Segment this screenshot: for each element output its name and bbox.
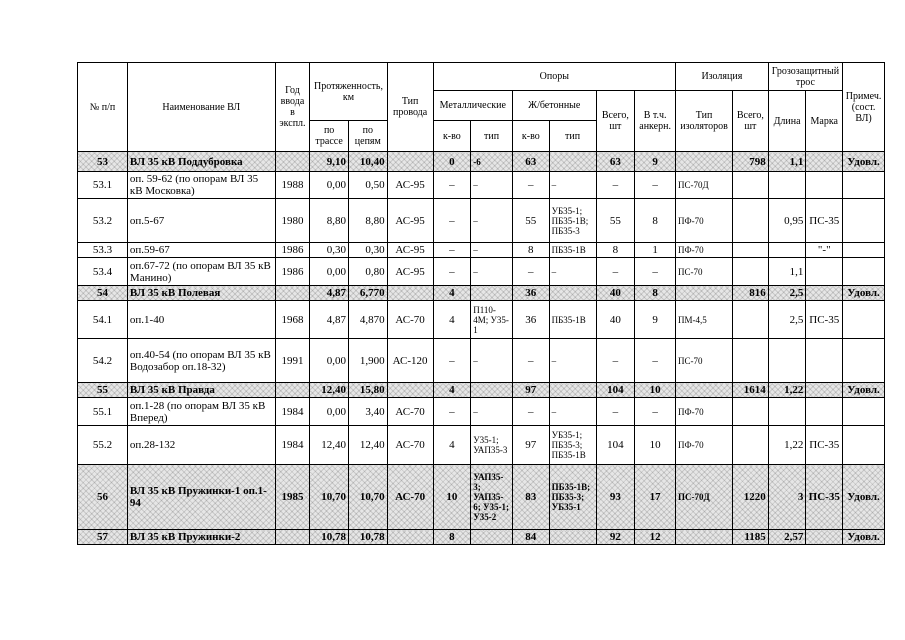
- row-insulation-total: [733, 172, 769, 199]
- table-row: [78, 301, 885, 339]
- row-length-route: 8,80: [310, 199, 349, 243]
- row-insulation-total: 1220: [733, 465, 769, 530]
- header-ground-wire: Грозозащитный трос: [768, 63, 842, 91]
- row-rc-qty: 97: [512, 426, 549, 465]
- row-rc-type: [549, 152, 596, 172]
- row-number: 55.1: [78, 398, 128, 426]
- header-metal-type: тип: [471, 121, 513, 152]
- row-insulator-type: ПС-70: [676, 258, 733, 286]
- table-row-group: [78, 465, 885, 530]
- row-insulator-type: [676, 152, 733, 172]
- row-length-circuits: 10,70: [348, 465, 387, 530]
- row-length-circuits: 15,80: [348, 383, 387, 398]
- row-number: 53: [78, 152, 128, 172]
- row-number: 55.2: [78, 426, 128, 465]
- row-gw-brand: [806, 258, 843, 286]
- row-rc-type: [549, 286, 596, 301]
- row-metal-type: –: [471, 199, 513, 243]
- row-name: оп.5-67: [127, 199, 275, 243]
- row-metal-qty: –: [433, 243, 471, 258]
- row-gw-brand: ПС-35: [806, 426, 843, 465]
- row-number: 54: [78, 286, 128, 301]
- row-gw-brand: [806, 383, 843, 398]
- row-wire: АС-95: [387, 258, 433, 286]
- row-rc-qty: 97: [512, 383, 549, 398]
- row-rc-type: УБ35-1; ПБ35-1В; ПБ35-3: [549, 199, 596, 243]
- row-metal-qty: –: [433, 398, 471, 426]
- header-rc: Ж/бетонные: [512, 91, 596, 121]
- row-note: [843, 199, 885, 243]
- row-support-total: –: [596, 398, 635, 426]
- row-metal-qty: 4: [433, 383, 471, 398]
- row-metal-type: П110-4М; У35-1: [471, 301, 513, 339]
- table-row: [78, 172, 885, 199]
- row-metal-qty: 4: [433, 301, 471, 339]
- row-wire: АС-70: [387, 301, 433, 339]
- row-support-total: –: [596, 339, 635, 383]
- row-wire: АС-70: [387, 465, 433, 530]
- row-length-route: 0,00: [310, 258, 349, 286]
- row-wire: АС-95: [387, 243, 433, 258]
- row-note: [843, 398, 885, 426]
- header-metal: Металлические: [433, 91, 512, 121]
- row-anchor-count: 8: [635, 199, 676, 243]
- row-anchor-count: 9: [635, 152, 676, 172]
- row-insulation-total: [733, 258, 769, 286]
- row-metal-qty: –: [433, 258, 471, 286]
- row-gw-brand: ПС-35: [806, 199, 843, 243]
- row-year: [275, 152, 310, 172]
- row-insulation-total: [733, 243, 769, 258]
- header-length: Протяженность, км: [310, 63, 387, 121]
- row-support-total: –: [596, 258, 635, 286]
- row-gw-length: 3: [768, 465, 806, 530]
- row-metal-qty: –: [433, 339, 471, 383]
- row-name: ВЛ 35 кВ Пружинки-1 оп.1-94: [127, 465, 275, 530]
- row-note: [843, 243, 885, 258]
- row-insulation-total: [733, 339, 769, 383]
- row-metal-qty: –: [433, 199, 471, 243]
- row-metal-type: У35-1; УАП35-3: [471, 426, 513, 465]
- row-number: 54.1: [78, 301, 128, 339]
- header-total-count: Всего, шт: [596, 91, 635, 152]
- row-rc-type: –: [549, 339, 596, 383]
- row-insulator-type: ПФ-70: [676, 426, 733, 465]
- row-name: ВЛ 35 кВ Поддубровка: [127, 152, 275, 172]
- row-gw-brand: [806, 398, 843, 426]
- row-support-total: 104: [596, 383, 635, 398]
- row-year: 1986: [275, 243, 310, 258]
- row-year: [275, 383, 310, 398]
- row-insulator-type: ПФ-70: [676, 243, 733, 258]
- row-gw-brand: [806, 339, 843, 383]
- row-metal-type: –: [471, 339, 513, 383]
- row-gw-length: [768, 172, 806, 199]
- row-insulator-type: ПМ-4,5: [676, 301, 733, 339]
- row-year: [275, 286, 310, 301]
- row-gw-length: 1,1: [768, 152, 806, 172]
- table-row-group: [78, 152, 885, 172]
- row-year: 1968: [275, 301, 310, 339]
- row-insulation-total: 1614: [733, 383, 769, 398]
- row-length-route: 4,87: [310, 301, 349, 339]
- row-wire: [387, 152, 433, 172]
- row-note: Удовл.: [843, 286, 885, 301]
- row-name: оп.40-54 (по опорам ВЛ 35 кВ Водозабор оп.18-32): [127, 339, 275, 383]
- row-gw-brand: [806, 172, 843, 199]
- header-year: Год ввода в экспл.: [275, 63, 310, 152]
- row-year: 1984: [275, 398, 310, 426]
- row-number: 56: [78, 465, 128, 530]
- row-number: 53.2: [78, 199, 128, 243]
- row-anchor-count: 8: [635, 286, 676, 301]
- row-note: [843, 258, 885, 286]
- row-gw-brand: [806, 286, 843, 301]
- row-rc-type: –: [549, 172, 596, 199]
- row-rc-qty: 8: [512, 243, 549, 258]
- row-rc-type: [549, 383, 596, 398]
- row-support-total: 92: [596, 530, 635, 545]
- row-number: 55: [78, 383, 128, 398]
- header-metal-qty: к-во: [433, 121, 471, 152]
- row-year: 1980: [275, 199, 310, 243]
- row-number: 53.4: [78, 258, 128, 286]
- row-rc-qty: –: [512, 339, 549, 383]
- row-gw-length: [768, 243, 806, 258]
- row-insulation-total: [733, 426, 769, 465]
- row-insulator-type: [676, 383, 733, 398]
- row-wire: [387, 530, 433, 545]
- row-anchor-count: –: [635, 172, 676, 199]
- row-anchor-count: 9: [635, 301, 676, 339]
- row-note: Удовл.: [843, 383, 885, 398]
- row-insulation-total: [733, 301, 769, 339]
- header-gw-brand: Марка: [806, 91, 843, 152]
- power-lines-table: [77, 62, 885, 545]
- row-metal-type: [471, 383, 513, 398]
- row-length-circuits: 12,40: [348, 426, 387, 465]
- row-rc-qty: –: [512, 258, 549, 286]
- row-number: 53.1: [78, 172, 128, 199]
- spreadsheet-page: [77, 62, 885, 545]
- row-length-route: 4,87: [310, 286, 349, 301]
- row-wire: АС-95: [387, 199, 433, 243]
- row-year: [275, 530, 310, 545]
- row-metal-qty: 4: [433, 286, 471, 301]
- header-supports: Опоры: [433, 63, 676, 91]
- table-row: [78, 339, 885, 383]
- row-insulator-type: [676, 286, 733, 301]
- row-wire: [387, 383, 433, 398]
- table-row: [78, 426, 885, 465]
- row-metal-qty: 10: [433, 465, 471, 530]
- row-note: [843, 339, 885, 383]
- row-length-circuits: 10,40: [348, 152, 387, 172]
- row-name: оп.59-67: [127, 243, 275, 258]
- header-insulator-type: Тип изоляторов: [676, 91, 733, 152]
- header-length-circuits: по цепям: [348, 121, 387, 152]
- row-name: ВЛ 35 кВ Полевая: [127, 286, 275, 301]
- row-length-circuits: 0,30: [348, 243, 387, 258]
- row-metal-type: [471, 530, 513, 545]
- row-length-route: 10,70: [310, 465, 349, 530]
- row-note: [843, 172, 885, 199]
- row-support-total: 93: [596, 465, 635, 530]
- row-anchor-count: 1: [635, 243, 676, 258]
- row-rc-qty: 36: [512, 286, 549, 301]
- row-metal-qty: 8: [433, 530, 471, 545]
- row-name: ВЛ 35 кВ Пружинки-2: [127, 530, 275, 545]
- row-length-route: 12,40: [310, 383, 349, 398]
- row-number: 54.2: [78, 339, 128, 383]
- row-gw-length: [768, 398, 806, 426]
- table-row: [78, 398, 885, 426]
- row-gw-length: [768, 339, 806, 383]
- header-incl-anchor: В т.ч. анкерн.: [635, 91, 676, 152]
- row-length-route: 0,00: [310, 172, 349, 199]
- row-length-route: 0,00: [310, 339, 349, 383]
- row-support-total: –: [596, 172, 635, 199]
- header-insulation-total: Всего, шт: [733, 91, 769, 152]
- row-year: 1991: [275, 339, 310, 383]
- header-insulation: Изоляция: [676, 63, 769, 91]
- row-year: 1988: [275, 172, 310, 199]
- row-metal-qty: 0: [433, 152, 471, 172]
- row-insulation-total: [733, 199, 769, 243]
- row-name: оп. 59-62 (по опорам ВЛ 35 кВ Московка): [127, 172, 275, 199]
- row-length-circuits: 10,78: [348, 530, 387, 545]
- row-rc-qty: 55: [512, 199, 549, 243]
- row-support-total: 8: [596, 243, 635, 258]
- row-wire: АС-70: [387, 398, 433, 426]
- row-length-circuits: 1,900: [348, 339, 387, 383]
- row-metal-qty: –: [433, 172, 471, 199]
- header-rc-type: тип: [549, 121, 596, 152]
- row-rc-type: УБ35-1; ПБ35-3; ПБ35-1В: [549, 426, 596, 465]
- row-support-total: 63: [596, 152, 635, 172]
- row-gw-length: 1,22: [768, 426, 806, 465]
- row-note: Удовл.: [843, 465, 885, 530]
- row-support-total: 40: [596, 286, 635, 301]
- row-gw-length: 1,1: [768, 258, 806, 286]
- row-gw-length: 2,5: [768, 301, 806, 339]
- row-name: оп.67-72 (по опорам ВЛ 35 кВ Манино): [127, 258, 275, 286]
- table-row: [78, 258, 885, 286]
- row-gw-length: 2,57: [768, 530, 806, 545]
- row-anchor-count: 12: [635, 530, 676, 545]
- row-length-circuits: 0,80: [348, 258, 387, 286]
- row-year: 1985: [275, 465, 310, 530]
- row-rc-qty: 36: [512, 301, 549, 339]
- row-note: Удовл.: [843, 530, 885, 545]
- row-rc-qty: –: [512, 172, 549, 199]
- row-anchor-count: 10: [635, 383, 676, 398]
- table-row-group: [78, 383, 885, 398]
- row-wire: АС-95: [387, 172, 433, 199]
- row-rc-qty: 63: [512, 152, 549, 172]
- row-metal-type: –: [471, 172, 513, 199]
- row-length-route: 10,78: [310, 530, 349, 545]
- row-length-circuits: 0,50: [348, 172, 387, 199]
- row-length-route: 0,00: [310, 398, 349, 426]
- table-header: [78, 63, 885, 152]
- row-metal-type: УАП35-3; УАП35-6; У35-1; У35-2: [471, 465, 513, 530]
- header-rc-qty: к-во: [512, 121, 549, 152]
- row-metal-qty: 4: [433, 426, 471, 465]
- row-length-circuits: 8,80: [348, 199, 387, 243]
- row-rc-type: –: [549, 258, 596, 286]
- table-row-group: [78, 530, 885, 545]
- row-wire: АС-120: [387, 339, 433, 383]
- table-body: [78, 152, 885, 545]
- row-metal-type: –: [471, 243, 513, 258]
- row-note: Удовл.: [843, 152, 885, 172]
- row-insulator-type: ПС-70Д: [676, 172, 733, 199]
- row-rc-qty: –: [512, 398, 549, 426]
- header-num: № п/п: [78, 63, 128, 152]
- row-rc-qty: 83: [512, 465, 549, 530]
- row-name: оп.28-132: [127, 426, 275, 465]
- row-note: [843, 426, 885, 465]
- row-gw-length: 1,22: [768, 383, 806, 398]
- header-note: Примеч. (сост. ВЛ): [843, 63, 885, 152]
- row-rc-type: ПБ35-1В: [549, 243, 596, 258]
- row-year: 1986: [275, 258, 310, 286]
- row-insulator-type: ПФ-70: [676, 199, 733, 243]
- row-insulator-type: ПФ-70: [676, 398, 733, 426]
- row-gw-brand: "-": [806, 243, 843, 258]
- row-metal-type: [471, 286, 513, 301]
- row-insulation-total: 1185: [733, 530, 769, 545]
- row-gw-length: 0,95: [768, 199, 806, 243]
- row-rc-type: ПБ35-1В; ПБ35-3; УБ35-1: [549, 465, 596, 530]
- row-rc-type: –: [549, 398, 596, 426]
- row-insulator-type: ПС-70Д: [676, 465, 733, 530]
- row-rc-type: [549, 530, 596, 545]
- row-name: ВЛ 35 кВ Правда: [127, 383, 275, 398]
- header-name: Наименование ВЛ: [127, 63, 275, 152]
- row-length-circuits: 4,870: [348, 301, 387, 339]
- row-support-total: 104: [596, 426, 635, 465]
- row-metal-type: –: [471, 398, 513, 426]
- row-gw-brand: [806, 152, 843, 172]
- row-gw-length: 2,5: [768, 286, 806, 301]
- header-wire: Тип провода: [387, 63, 433, 152]
- table-row: [78, 199, 885, 243]
- row-metal-type: –: [471, 258, 513, 286]
- row-metal-type: -6: [471, 152, 513, 172]
- row-insulation-total: [733, 398, 769, 426]
- row-length-route: 9,10: [310, 152, 349, 172]
- row-support-total: 40: [596, 301, 635, 339]
- row-gw-brand: ПС-35: [806, 301, 843, 339]
- row-year: 1984: [275, 426, 310, 465]
- row-insulator-type: [676, 530, 733, 545]
- row-length-circuits: 6,770: [348, 286, 387, 301]
- row-name: оп.1-40: [127, 301, 275, 339]
- row-length-route: 0,30: [310, 243, 349, 258]
- row-rc-qty: 84: [512, 530, 549, 545]
- table-row-group: [78, 286, 885, 301]
- row-support-total: 55: [596, 199, 635, 243]
- row-insulator-type: ПС-70: [676, 339, 733, 383]
- row-length-circuits: 3,40: [348, 398, 387, 426]
- row-note: [843, 301, 885, 339]
- table-row: [78, 243, 885, 258]
- row-rc-type: ПБ35-1В: [549, 301, 596, 339]
- row-number: 57: [78, 530, 128, 545]
- row-anchor-count: –: [635, 339, 676, 383]
- header-length-route: по трассе: [310, 121, 349, 152]
- row-wire: [387, 286, 433, 301]
- row-anchor-count: 10: [635, 426, 676, 465]
- row-length-route: 12,40: [310, 426, 349, 465]
- row-insulation-total: 816: [733, 286, 769, 301]
- row-anchor-count: 17: [635, 465, 676, 530]
- header-gw-length: Длина: [768, 91, 806, 152]
- row-gw-brand: [806, 530, 843, 545]
- row-anchor-count: –: [635, 398, 676, 426]
- row-number: 53.3: [78, 243, 128, 258]
- row-gw-brand: ПС-35: [806, 465, 843, 530]
- row-wire: АС-70: [387, 426, 433, 465]
- row-name: оп.1-28 (по опорам ВЛ 35 кВ Вперед): [127, 398, 275, 426]
- row-anchor-count: –: [635, 258, 676, 286]
- row-insulation-total: 798: [733, 152, 769, 172]
